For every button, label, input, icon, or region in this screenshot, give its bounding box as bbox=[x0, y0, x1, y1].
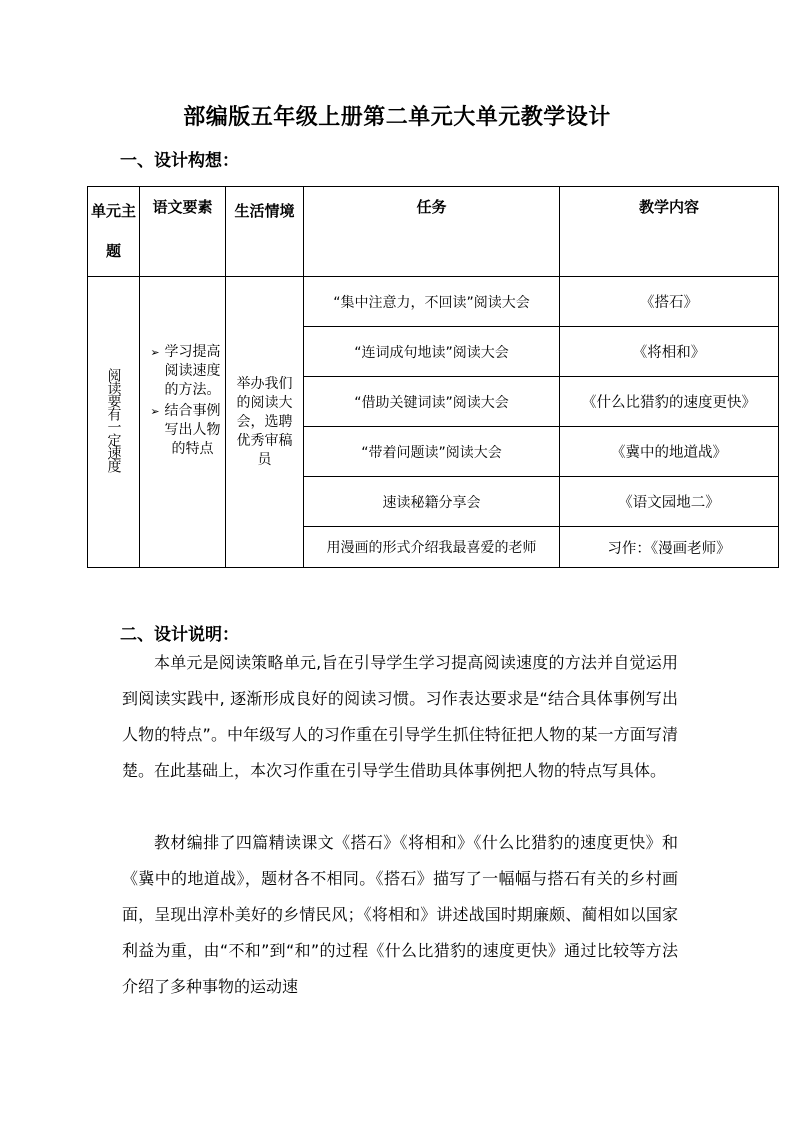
header-unit-theme: 单元主题 bbox=[88, 187, 140, 277]
unit-theme-text: 阅读要有一定速度 bbox=[105, 368, 122, 472]
page-title: 部编版五年级上册第二单元大单元教学设计 bbox=[183, 105, 611, 130]
content-cell: 《冀中的地道战》 bbox=[560, 427, 779, 477]
list-item: ➢ 学习提高阅读速度的方法。 bbox=[146, 343, 221, 400]
task-cell: “连词成句地读”阅读大会 bbox=[304, 327, 560, 377]
language-elements-cell bbox=[140, 277, 226, 568]
life-situation-cell: 举办我们的阅读大会，选聘优秀审稿员 bbox=[226, 277, 304, 568]
task-cell: “借助关键词读”阅读大会 bbox=[304, 377, 560, 427]
content-cell: 《什么比猎豹的速度更快》 bbox=[560, 377, 779, 427]
unit-theme-cell bbox=[88, 277, 140, 568]
task-cell: “带着问题读”阅读大会 bbox=[304, 427, 560, 477]
header-task: 任务 bbox=[304, 187, 560, 277]
header-language-elements: 语文要素 bbox=[140, 187, 226, 277]
unit-plan-table bbox=[87, 186, 779, 568]
task-cell: 用漫画的形式介绍我最喜爱的老师 bbox=[304, 527, 560, 568]
list-item: ➢ 结合事例写出人物的特点 bbox=[146, 402, 221, 459]
arrow-bullet-icon: ➢ bbox=[150, 405, 160, 418]
content-cell: 《搭石》 bbox=[560, 277, 779, 327]
content-cell: 习作：《漫画老师》 bbox=[560, 527, 779, 568]
body-paragraph-2 bbox=[122, 825, 678, 1005]
body-paragraph-1 bbox=[122, 645, 678, 789]
arrow-bullet-icon: ➢ bbox=[150, 346, 160, 359]
section-heading-design-concept: 一、设计构想： bbox=[120, 151, 239, 171]
header-life-situation: 生活情境 bbox=[226, 187, 304, 277]
task-cell: “集中注意力，不回读”阅读大会 bbox=[304, 277, 560, 327]
paragraph-text: 本单元是阅读策略单元,旨在引导学生学习提高阅读速度的方法并自觉运用到阅读实践中, 逐渐形成良好的阅读习惯。习作表达要求是“结合具体事例写出人物的特点”。中年级写人的习作重在引导学生抓住特征把人物的某一方面写清楚。在此基础上，本次习作重在引导学生借助具体事例把人物的特点写具体。 bbox=[122, 653, 678, 780]
section-heading-design-notes: 二、设计说明： bbox=[120, 625, 239, 645]
content-cell: 《将相和》 bbox=[560, 327, 779, 377]
task-cell: 速读秘籍分享会 bbox=[304, 477, 560, 527]
content-cell: 《语文园地二》 bbox=[560, 477, 779, 527]
paragraph-text: 教材编排了四篇精读课文《搭石》《将相和》《什么比猎豹的速度更快》和《冀中的地道战》，题材各不相同。《搭石》描写了一幅幅与搭石有关的乡村画面，呈现出淳朴美好的乡情民风；《将相和》讲述战国时期廉颇、蔺相如以国家利益为重，由“不和”到“和”的过程《什么比猎豹的速度更快》通过比较等方法介绍了多种事物的运动速 bbox=[122, 833, 678, 996]
header-teaching-content: 教学内容 bbox=[560, 187, 779, 277]
